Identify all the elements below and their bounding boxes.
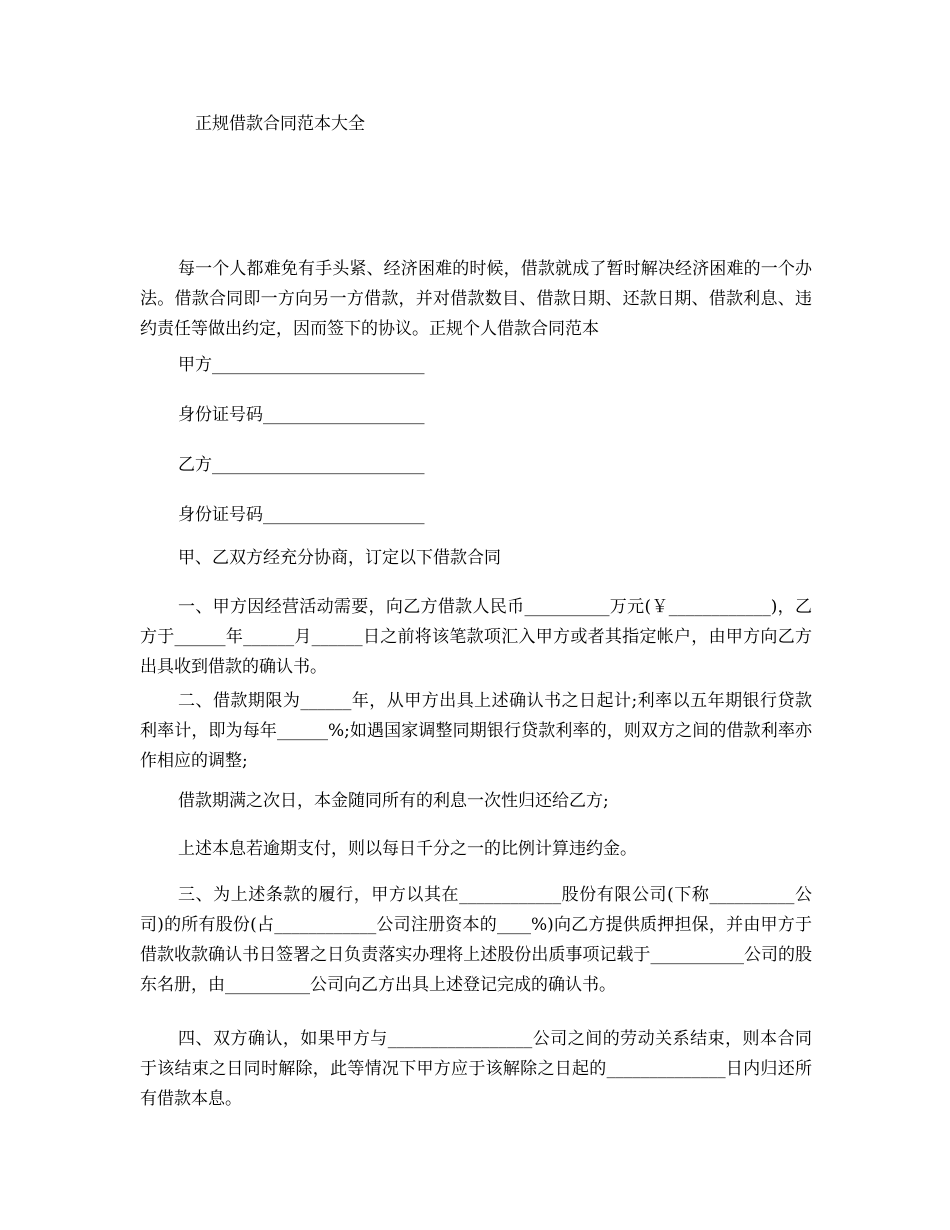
clause-2: 二、借款期限为______年，从甲方出具上述确认书之日起计;利率以五年期银行贷款利率计，即为每年______%;如遇国家调整同期银行贷款利率的，则双方之间的借款利率亦作相应的调整; [140, 691, 812, 771]
party-b-id-field: 身份证号码___________________ [178, 505, 425, 525]
party-b-field: 乙方_________________________ [178, 455, 425, 475]
party-a-field: 甲方_________________________ [178, 355, 425, 375]
clause-2-penalty: 上述本息若逾期支付，则以每日千分之一的比例计算违约金。 [178, 839, 637, 859]
clause-3: 三、为上述条款的履行，甲方以其在____________股份有限公司(下称__________公司)的所有股份(占____________公司注册资本的____%)向乙方提供质押担保，并由甲方于借款收款确认书日签署之日负责落实办理将上述股份出质事项记载于___________公司的股东名册，由__________公司向乙方出具上述登记完成的确认书。 [140, 885, 812, 995]
clause-4: 四、双方确认，如果甲方与_________________公司之间的劳动关系结束，则本合同于该结束之日同时解除，此等情况下甲方应于该解除之日起的______________日内归还所有借款本息。 [140, 1029, 812, 1109]
clause-2-repay: 借款期满之次日，本金随同所有的利息一次性归还给乙方; [178, 791, 609, 811]
document-title: 正规借款合同范本大全 [195, 114, 365, 134]
agreement-statement: 甲、乙双方经充分协商，订定以下借款合同 [178, 548, 501, 568]
party-a-id-field: 身份证号码___________________ [178, 405, 425, 425]
intro-paragraph: 每一个人都难免有手头紧、经济困难的时候，借款就成了暂时解决经济困难的一个办法。借款合同即一方向另一方借款，并对借款数目、借款日期、还款日期、借款利息、违约责任等做出约定，因而签下的协议。正规个人借款合同范本 [140, 259, 812, 339]
clause-1: 一、甲方因经营活动需要，向乙方借款人民币__________万元(￥____________)，乙方于______年______月______日之前将该笔款项汇入甲方或者其指定帐户，由甲方向乙方出具收到借款的确认书。 [140, 597, 812, 677]
